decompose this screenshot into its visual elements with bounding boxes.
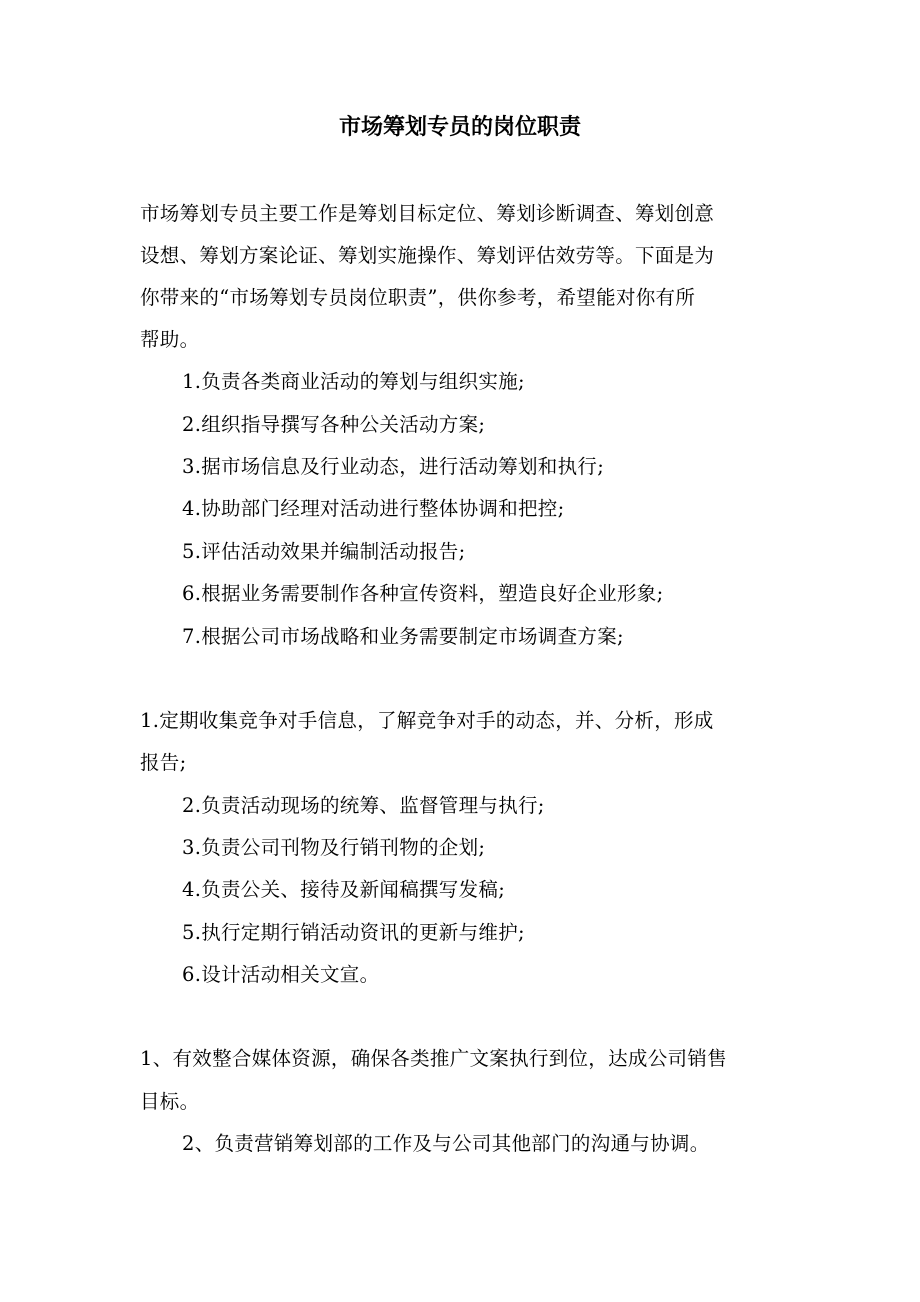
- duty-item: 2.组织指导撰写各种公关活动方案;: [182, 413, 486, 436]
- duty-item-continuation: 目标。: [140, 1090, 200, 1113]
- duty-item: 5.执行定期行销活动资讯的更新与维护;: [182, 921, 525, 944]
- duty-item: 3.据市场信息及行业动态，进行活动筹划和执行;: [182, 455, 605, 478]
- document-title: 市场筹划专员的岗位职责: [338, 115, 581, 140]
- duty-item: 1、有效整合媒体资源，确保各类推广文案执行到位，达成公司销售: [140, 1047, 727, 1070]
- duty-item: 6.设计活动相关文宣。: [182, 963, 380, 986]
- duty-item: 2.负责活动现场的统筹、监督管理与执行;: [182, 794, 545, 817]
- duty-item: 4.协助部门经理对活动进行整体协调和把控;: [182, 497, 565, 520]
- intro-line: 你带来的“市场筹划专员岗位职责”，供你参考，希望能对你有所: [140, 286, 696, 309]
- duty-item: 5.评估活动效果并编制活动报告;: [182, 540, 466, 563]
- duty-item: 3.负责公司刊物及行销刊物的企划;: [182, 836, 486, 859]
- duty-item: 6.根据业务需要制作各种宣传资料，塑造良好企业形象;: [182, 582, 664, 605]
- intro-line: 设想、筹划方案论证、筹划实施操作、筹划评估效劳等。下面是为: [140, 244, 715, 267]
- intro-line: 帮助。: [140, 328, 200, 351]
- intro-line: 市场筹划专员主要工作是筹划目标定位、筹划诊断调查、筹划创意: [140, 202, 715, 225]
- duty-item: 1.负责各类商业活动的筹划与组织实施;: [182, 370, 525, 393]
- duty-item-continuation: 报告;: [140, 751, 187, 774]
- duty-item: 7.根据公司市场战略和业务需要制定市场调查方案;: [182, 625, 624, 648]
- duty-item: 1.定期收集竞争对手信息，了解竞争对手的动态，并、分析，形成: [140, 709, 714, 732]
- duty-item: 4.负责公关、接待及新闻稿撰写发稿;: [182, 878, 506, 901]
- duty-item: 2、负责营销筹划部的工作及与公司其他部门的沟通与协调。: [182, 1132, 710, 1155]
